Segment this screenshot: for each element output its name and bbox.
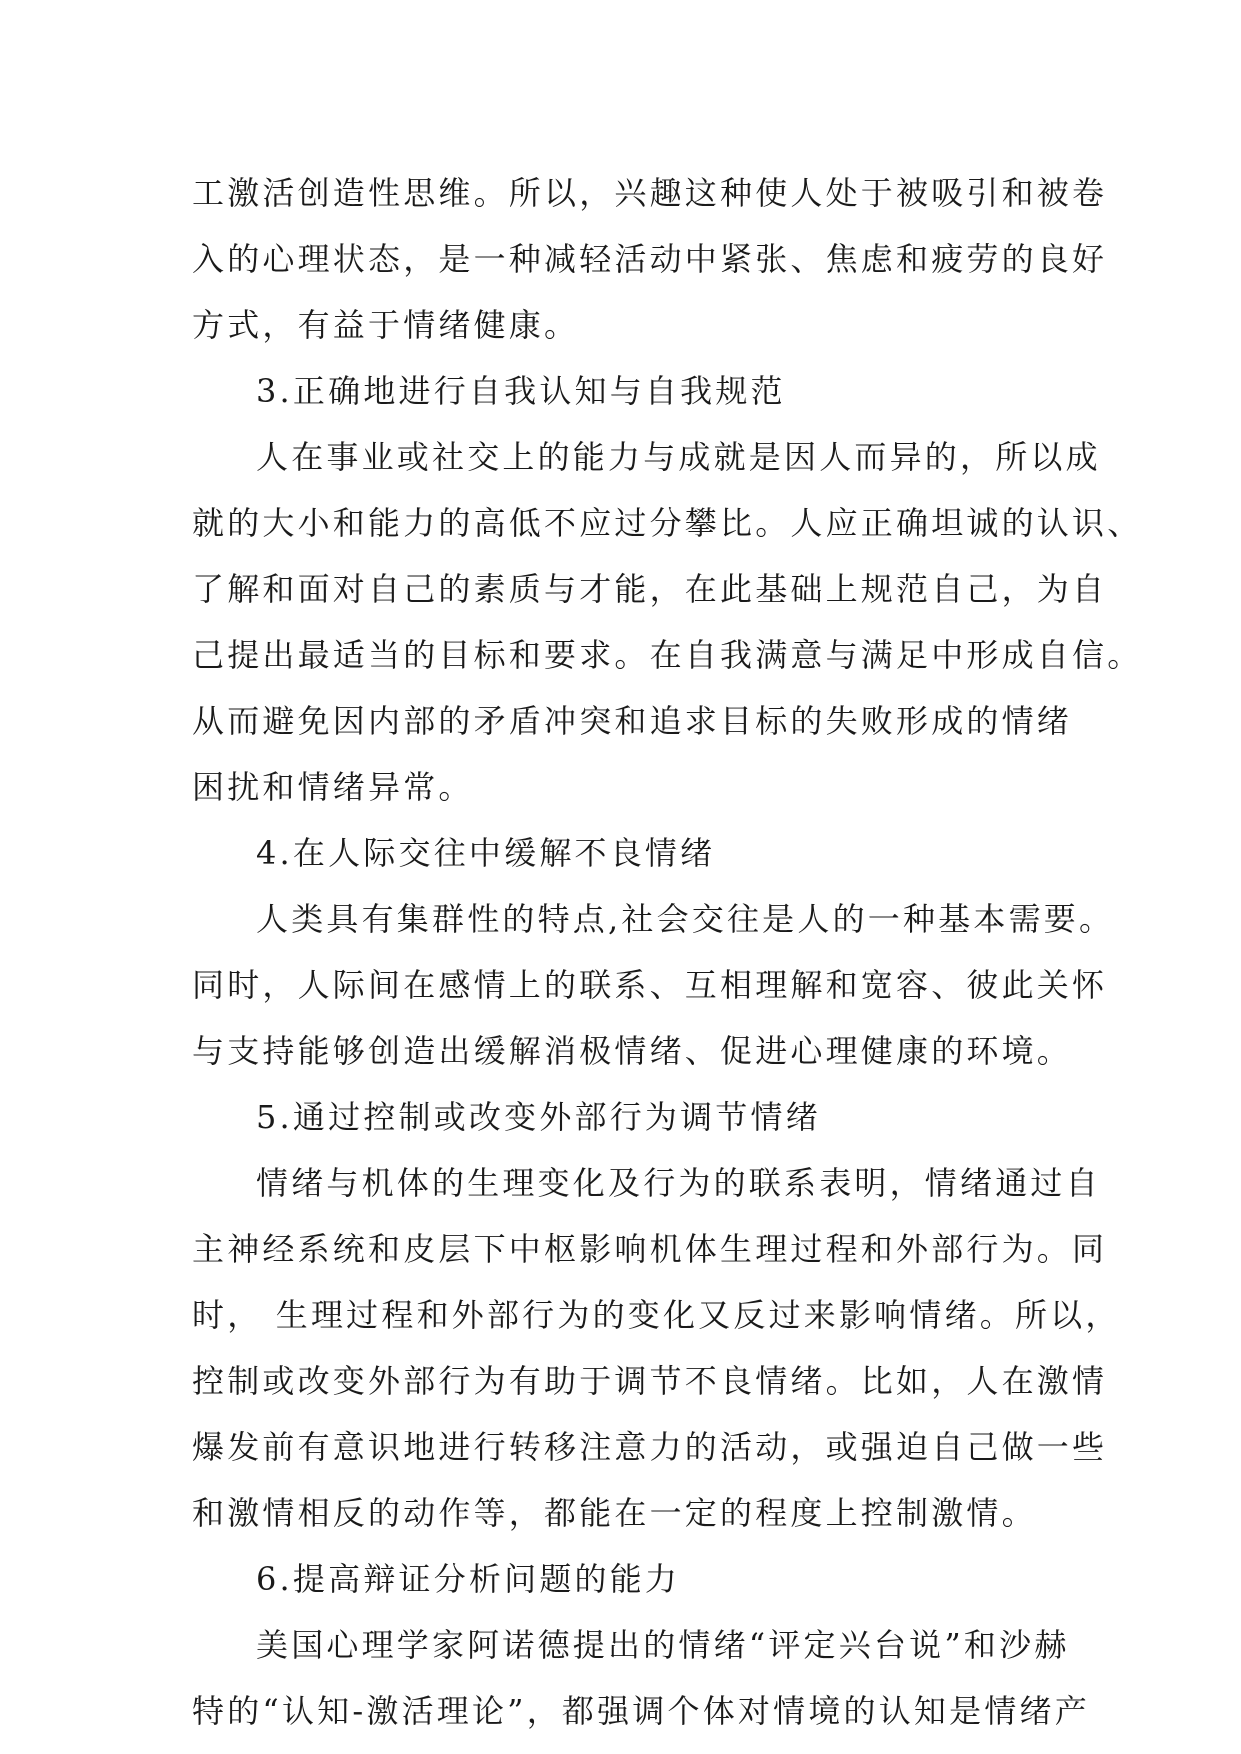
text-line: 己提出最适当的目标和要求。在自我满意与满足中形成自信。 [192, 636, 1143, 674]
text-line: 美国心理学家阿诺德提出的情绪“评定兴台说”和沙赫 [256, 1626, 1070, 1664]
text-line: 时， 生理过程和外部行为的变化又反过来影响情绪。所以， [192, 1296, 1121, 1334]
text-line: 同时，人际间在感情上的联系、互相理解和宽容、彼此关怀 [192, 966, 1108, 1004]
text-line: 从而避免因内部的矛盾冲突和追求目标的失败形成的情绪 [192, 702, 1073, 740]
text-line: 主神经系统和皮层下中枢影响机体生理过程和外部行为。同 [192, 1230, 1108, 1268]
text-line: 入的心理状态，是一种减轻活动中紧张、焦虑和疲劳的良好 [192, 240, 1108, 278]
text-line: 与支持能够创造出缓解消极情绪、促进心理健康的环境。 [192, 1032, 1073, 1070]
text-line: 工激活创造性思维。所以，兴趣这种使人处于被吸引和被卷 [192, 174, 1108, 212]
text-line: 和激情相反的动作等，都能在一定的程度上控制激情。 [192, 1494, 1037, 1532]
text-line: 方式，有益于情绪健康。 [192, 306, 580, 344]
text-line: 人在事业或社交上的能力与成就是因人而异的，所以成 [256, 438, 1101, 476]
text-line: 困扰和情绪异常。 [192, 768, 474, 806]
text-line: 人类具有集群性的特点,社会交往是人的一种基本需要。 [256, 900, 1115, 938]
section-heading: 6.提高辩证分析问题的能力 [256, 1560, 681, 1598]
text-line: 就的大小和能力的高低不应过分攀比。人应正确坦诚的认识、 [192, 504, 1143, 542]
text-line: 情绪与机体的生理变化及行为的联系表明，情绪通过自 [256, 1164, 1101, 1202]
text-line: 控制或改变外部行为有助于调节不良情绪。比如，人在激情 [192, 1362, 1108, 1400]
document-page [192, 160, 1143, 1744]
section-heading: 3.正确地进行自我认知与自我规范 [256, 372, 786, 410]
section-heading: 5.通过控制或改变外部行为调节情绪 [256, 1098, 821, 1136]
text-line: 爆发前有意识地进行转移注意力的活动，或强迫自己做一些 [192, 1428, 1108, 1466]
text-line: 了解和面对自己的素质与才能，在此基础上规范自己，为自 [192, 570, 1108, 608]
section-heading: 4.在人际交往中缓解不良情绪 [256, 834, 716, 872]
text-line: 特的“认知-激活理论”，都强调个体对情境的认知是情绪产 [192, 1692, 1090, 1730]
